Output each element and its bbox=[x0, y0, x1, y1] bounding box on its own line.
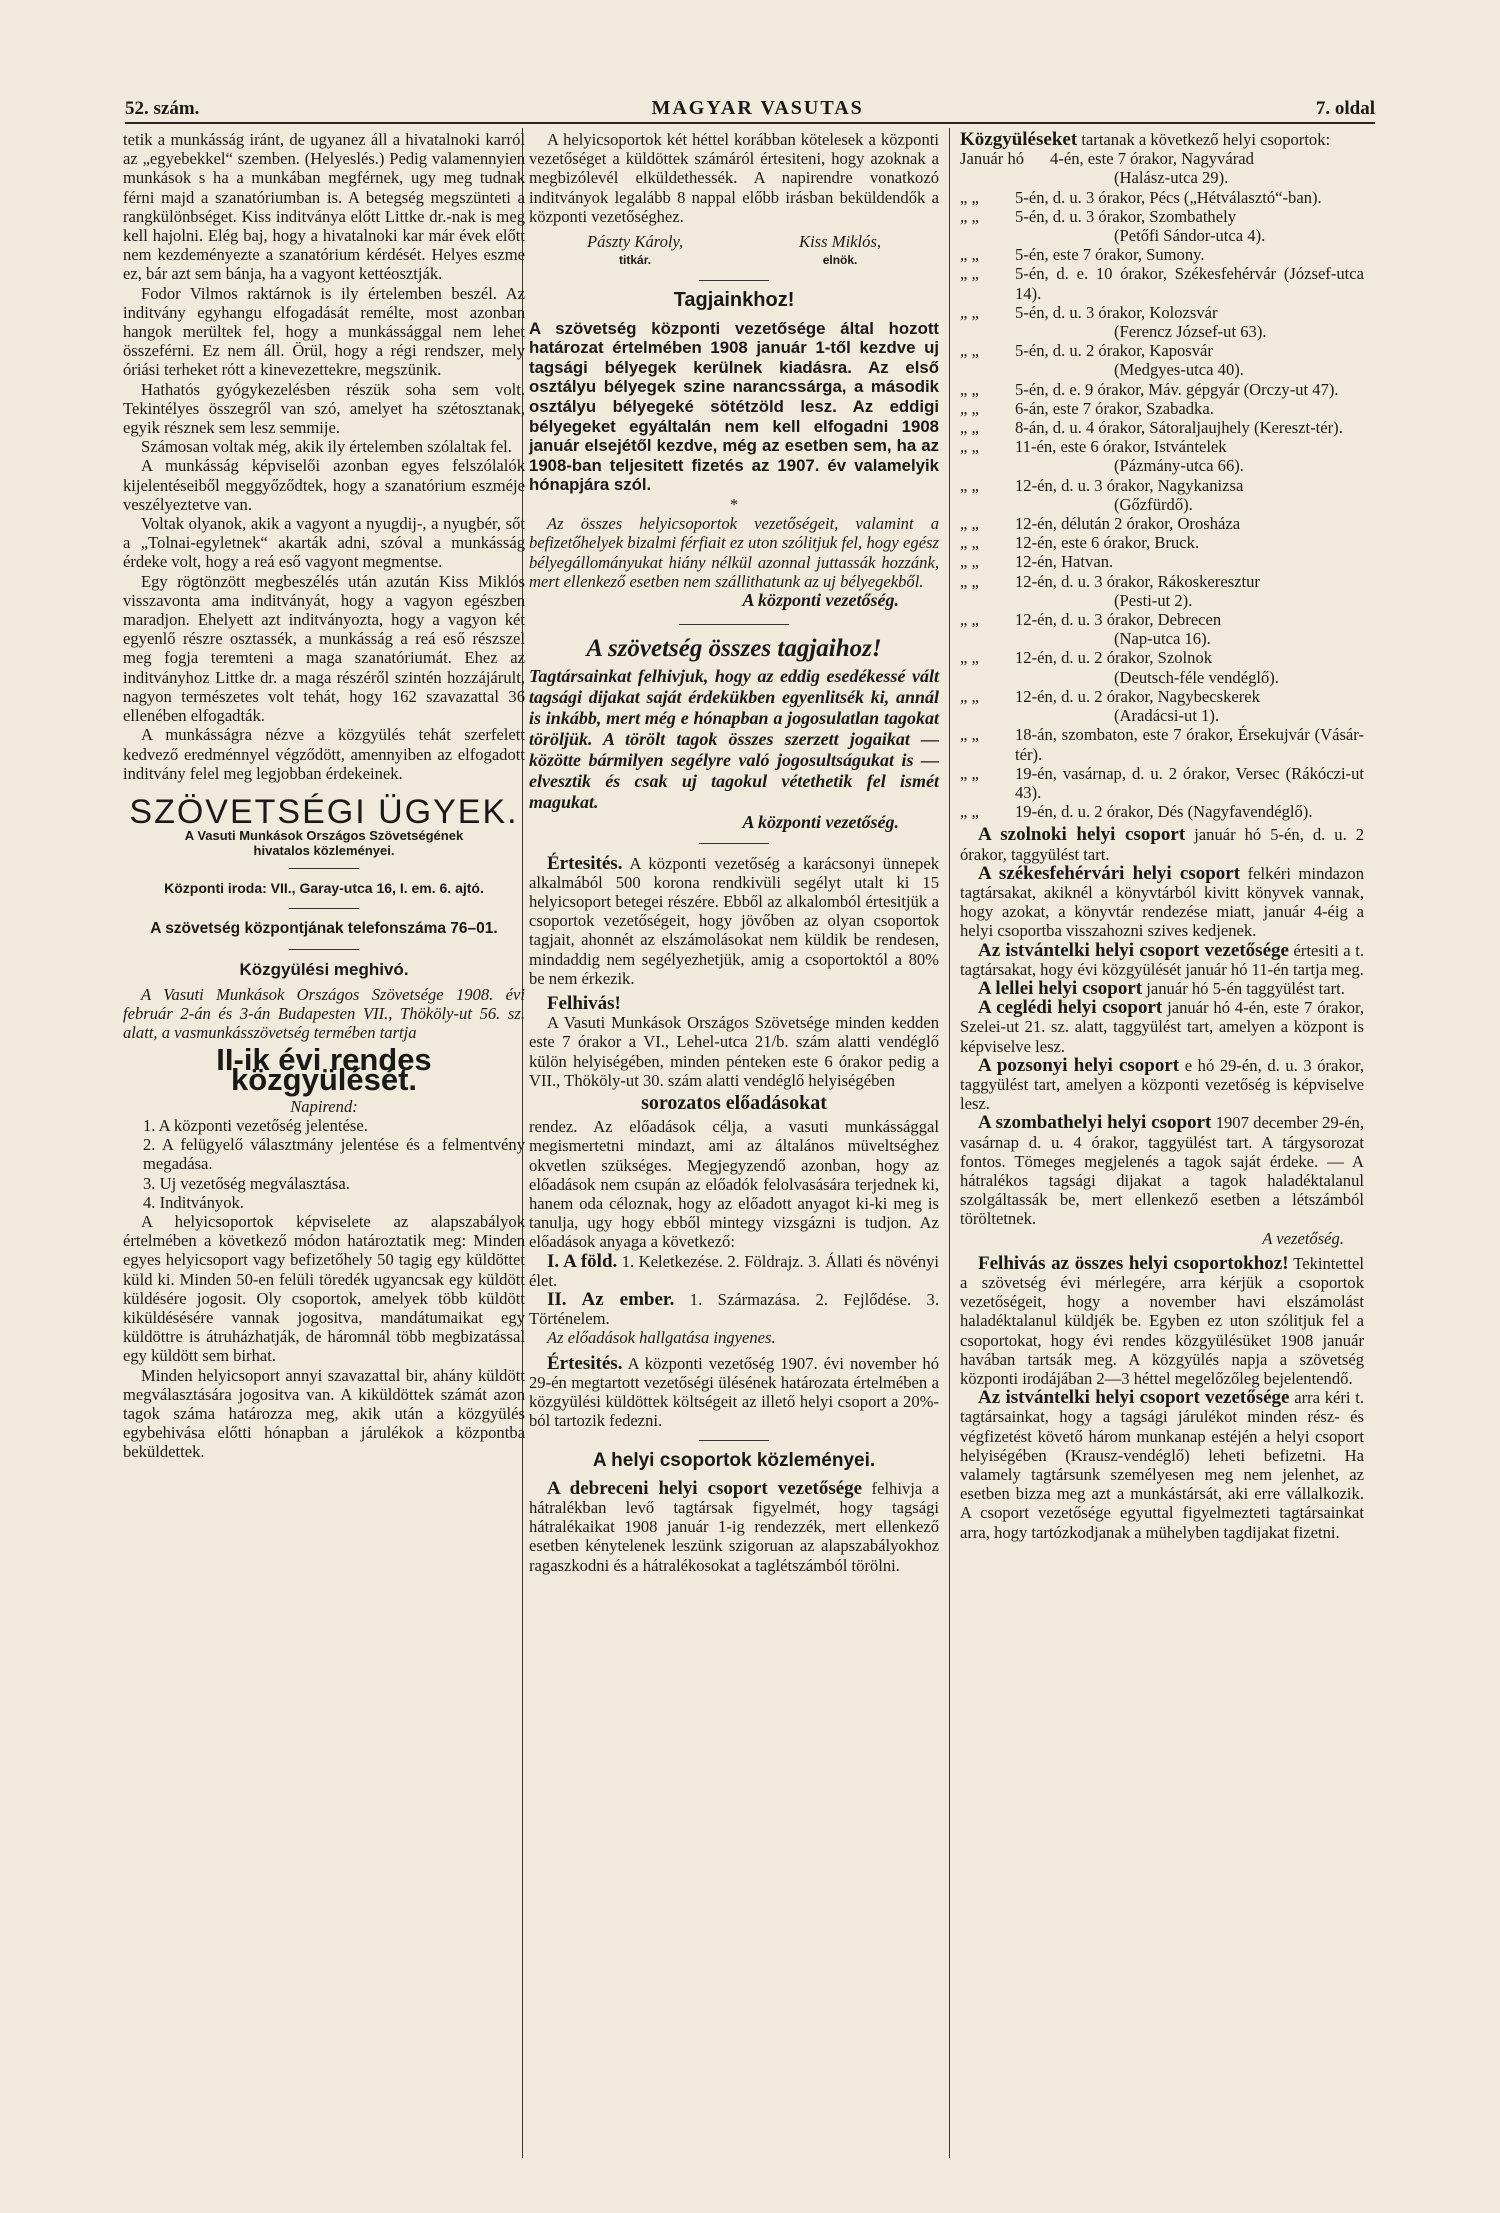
schedule-row bbox=[960, 207, 1364, 226]
paragraph: A Vasuti Munkások Országos Szövetsége minden kedden este 7 órakor a VI., Lehel-utca 21/b. szám alatti vendéglő külön helyiségében, minden pénteken este 6 órakor pedig a VII., Thököly-ut 30. szám alatti vendéglő helyiségében bbox=[529, 1013, 939, 1090]
paragraph: január hó 4-én, este 7 órakor, Szelei-ut 21. sz. alatt, taggyülést tart, amelyen a központ is képviselve lesz. bbox=[960, 998, 1364, 1056]
schedule-row bbox=[960, 303, 1364, 322]
schedule-row bbox=[960, 552, 1364, 571]
notice-title: Tagjainkhoz! bbox=[673, 289, 795, 312]
schedule-location: (Medgyes-utca 40). bbox=[1114, 360, 1244, 380]
schedule-date: „ „ bbox=[960, 648, 979, 668]
paragraph: 1907 december 29-én, vasárnap d. u. 4 órakor, taggyülést tart. A tárgysorozat fontos. Tömeges megjelenés a tagok saját érdeke. — A hátralékos tagsági dijakat a tagok haladéktalanul szolgáltassák be, mert ellenkező esetben a létszámból töröltetnek. bbox=[960, 1113, 1365, 1229]
section-title: A helyi csoportok közleményei. bbox=[592, 1450, 876, 1472]
schedule-text: 12-én, d. u. 3 órakor, Nagykanizsa bbox=[1015, 475, 1244, 495]
lead-word: A ceglédi helyi csoport bbox=[978, 997, 1163, 1019]
paragraph: A központi vezetőség a karácsonyi ünnepek alkalmából 500 korona rendkivüli segélyt utalt ki 15 helyicsoport betegei részére. Ebből az alkalomból értesitjük a csoportok vezetőségeit, hogy jövőben az olyan csoportok tagjait, ahonnét az elszámolásokat nem küldik be rendesen, mindaddig nem segélyezhetjük, amig a csoportoktól a 80% be nem érkezik. bbox=[529, 853, 939, 988]
paragraph: január hó 5-én taggyülést tart. bbox=[1146, 978, 1345, 998]
agenda-title: II-ik évi rendes közgyülését. bbox=[216, 1042, 432, 1097]
paragraph: Egy rögtönzött megbeszélés után azután Kiss Miklós visszavonta ama inditványát, hogy a vagyon egészben maradjon. Ehelyett azt inditványozta, hogy a vagyon két egyenlő részre osztassék, a munkásság a reá eső részszel meg fogja teremteni a maga szanatóriumát. Ehez az inditványhoz Littke dr. a maga részéről szintén hozzájárult, nagyon természetes volt tehát, hogy 162 szavazattal 36 ellenében elfogadták. bbox=[123, 571, 525, 726]
signatures bbox=[529, 232, 939, 270]
schedule-date: „ „ bbox=[960, 302, 979, 322]
signer-name: Kiss Miklós, bbox=[799, 232, 882, 252]
note: Az előadások hallgatása ingyenes. bbox=[547, 1328, 776, 1348]
schedule-row bbox=[960, 514, 1364, 533]
schedule-date: „ „ bbox=[960, 533, 979, 553]
schedule-date: „ „ bbox=[960, 187, 979, 207]
divider bbox=[289, 868, 359, 869]
schedule-date: „ „ bbox=[960, 763, 979, 783]
schedule-text: 12-én, d. u. 3 órakor, Rákoskeresztur bbox=[1015, 571, 1260, 591]
signature-line: A központi vezetőség. bbox=[742, 812, 899, 833]
schedule-row bbox=[960, 725, 1364, 763]
topic-text: 1. Származása. 2. Fejlődése. 3. Történelem. bbox=[529, 1290, 939, 1329]
schedule-date: „ „ bbox=[960, 686, 979, 706]
notice-italic: Az összes helyicsoportok vezetőségeit, valamint a befizetőhelyek bizalmi férfiait ez uton szólitjuk fel, hogy egész bélyegállományukat hiány nélkül azonnal juttassák hozzánk, mert ellenkező esetben nem szállithatunk az uj bélyegekből. bbox=[529, 514, 939, 591]
paragraph: rendez. Az előadások célja, a vasuti munkássággal megismertetni mindazt, ami az általános müveltséghez okvetlen szükséges. Megjegyzendő azonban, hogy az előadások nem csupán az előadók felolvasására terjednek ki, hanem oda céloznak, hogy az előadott anyagot ki-ki meg is tanulja, ugy hogy ebből mintegy vizsgázni is tudjon. Az előadások anyaga a következő: bbox=[529, 1117, 939, 1252]
signature-line: A vezetőség. bbox=[1262, 1228, 1344, 1248]
schedule-row bbox=[960, 533, 1364, 552]
schedule-date: „ „ bbox=[960, 475, 979, 495]
paragraph: A munkásságra nézve a közgyülés tehát szerfelett kedvező eredménnyel végződött, amennyiben az elfogadott inditvány felel meg legjobban érdekeinek. bbox=[123, 725, 525, 783]
signature bbox=[799, 232, 881, 270]
separator-star: * bbox=[729, 494, 739, 514]
divider bbox=[289, 949, 359, 950]
schedule-row bbox=[960, 399, 1364, 418]
paragraph: tetik a munkásság iránt, de ugyanez áll a hivatalnoki karról az „egyebekkel“ szemben. (Helyeslés.) Pedig valamennyien munkások s ha a munkában megférnek, ugy meg tudnak férni majd a szanatóriumban is. A betegség megszünteti a rangkülönbséget. Kiss inditványa előtt Littke dr.-nak is meg kell hajolni. Elég baj, hogy a hivatalnoki kar már évek előtt nem kezdeményezte a szanatórium kérdését. Helyes eszme ez, bár azt sem bánja, ha a vagyont kettéosztják. bbox=[123, 130, 525, 284]
schedule-text: 5-én, este 7 órakor, Sumony. bbox=[1015, 245, 1205, 265]
schedule-text: 12-én, d. u. 3 órakor, Debrecen bbox=[1015, 610, 1222, 630]
schedule-date: „ „ bbox=[960, 552, 979, 572]
schedule-date: „ „ bbox=[960, 437, 979, 457]
schedule-location: (Gőzfürdő). bbox=[1114, 494, 1193, 514]
paragraph: felkéri mindazon tagtársakat, akiknél a könyvtárból kivitt könyvek vannak, hogy azokat, a könyvtár rendezése miatt, január 4-éig a helyi csoportba visszahozni szives kedjenek. bbox=[960, 863, 1364, 941]
paragraph: Fodor Vilmos raktárnok is ily értelemben beszél. Az inditvány egyhangu elfogadását remélte, most azonban hangok merültek fel, hogy a munkássággal nem lehet összeférni. Ez nem áll. Örül, hogy a régi rendszer, mely óriási terheket rótt a kinevezettekre, megszünik. bbox=[123, 283, 525, 380]
section-heading: SZÖVETSÉGI ÜGYEK. bbox=[129, 792, 519, 831]
notice-title: A szövetség összes tagjaihoz! bbox=[586, 635, 882, 663]
agenda-list bbox=[123, 1116, 525, 1212]
subheading: sorozatos előadásokat bbox=[641, 1092, 827, 1115]
paragraph: A helyicsoportok két héttel korábban kötelesek a központi vezetőséget a küldöttek számáról értesiteni, hogy azoknak a megbizólevél elküldethessék. A napirendre vonatkozó inditványok legalább 8 nappal előbb irásban beküldendők a központi vezetőséghez. bbox=[529, 130, 939, 226]
lead-word: A pozsonyi helyi csoport bbox=[978, 1054, 1180, 1076]
schedule-date: „ „ bbox=[960, 245, 979, 265]
lead-word: Közgyüléseket bbox=[960, 129, 1078, 150]
schedule-row bbox=[960, 476, 1364, 495]
invite-title: Közgyülési meghivó. bbox=[239, 959, 409, 979]
paragraph: Hathatós gyógykezelésben részük soha sem volt. Tekintélyes összegről van szó, amelyet ha szétosztanak, egyik résznek sem lesz semmije. bbox=[123, 379, 525, 438]
topic-text: 1. Keletkezése. 2. Földrajz. 3. Állati és növényi élet. bbox=[529, 1251, 939, 1290]
schedule-row bbox=[960, 264, 1364, 302]
signature bbox=[587, 232, 683, 270]
lead-word: A lellei helyi csoport bbox=[978, 977, 1143, 999]
schedule-text: 19-én, d. u. 2 órakor, Dés (Nagyfavendéglő). bbox=[1015, 802, 1313, 822]
page-number: 52. szám. bbox=[125, 98, 200, 119]
page-label: 7. oldal bbox=[1315, 98, 1375, 119]
schedule-row bbox=[960, 648, 1364, 667]
schedule-text: 12-én, délután 2 órakor, Orosháza bbox=[1015, 514, 1241, 534]
column-1 bbox=[123, 130, 525, 1462]
schedule-location: (Pázmány-utca 66). bbox=[1114, 456, 1244, 476]
schedule-text: 5-én, d. u. 2 órakor, Kaposvár bbox=[1015, 341, 1213, 361]
schedule-text: 5-én, d. u. 3 órakor, Pécs („Hétválasztó“-ban). bbox=[1015, 187, 1322, 207]
schedule-row bbox=[960, 437, 1364, 456]
schedule-text: 5-én, d. u. 3 órakor, Szombathely bbox=[1015, 206, 1236, 226]
signature-line: A központi vezetőség. bbox=[742, 589, 899, 610]
lead-word: A szombathelyi helyi csoport bbox=[978, 1112, 1212, 1134]
schedule-text: 8-án, d. u. 4 órakor, Sátoraljaujhely (Kereszt-tér). bbox=[1015, 418, 1343, 438]
schedule-text: 5-én, d. e. 9 órakor, Máv. gépgyár (Orczy-ut 47). bbox=[1015, 379, 1339, 399]
schedule-text: 18-án, szombaton, este 7 órakor, Érsekujvár (Vásár-tér). bbox=[1015, 725, 1364, 764]
agenda-item: 3. Uj vezetőség megválasztása. bbox=[143, 1173, 350, 1193]
schedule-location: (Petőfi Sándor-utca 4). bbox=[1114, 226, 1266, 246]
subheading: A Vasuti Munkások Országos Szövetségének hivatalos közleményei. bbox=[184, 828, 464, 859]
schedule-row bbox=[960, 245, 1364, 264]
agenda-item: 2. A felügyelő választmány jelentése és a felmentvény megadása. bbox=[143, 1135, 525, 1174]
schedule-row bbox=[960, 188, 1364, 207]
column-3 bbox=[960, 130, 1364, 1542]
schedule-text: 12-én, este 6 órakor, Bruck. bbox=[1015, 533, 1200, 553]
phone-number: A szövetség központjának telefonszáma 76–01. bbox=[150, 920, 498, 938]
paragraph: A helyicsoportok képviselete az alapszabályok értelmében a következő módon határoztatik meg: Minden egyes helyicsoport vagy befizetőhely 50 tagig egy küldöttet küld ki. Minden 50-en felüli töredék ugyancsak egy küldött küldésére jogosit. Oly csoportok, amelyek több küldött kiküldésésére vannak jogositva, mandátumaikat egy küldöttre is átruházhatják, de háromnál több megbizatással egy küldött sem birhat. bbox=[123, 1211, 525, 1366]
paragraph: Minden helyicsoport annyi szavazattal bir, ahány küldött megválasztására jogositva van. A kiküldöttek számát azon tagok száma határozza meg, akik után a közgyülés egybehivása előtti hónapban a járulékok a központba beküldettek. bbox=[123, 1365, 525, 1462]
schedule-row bbox=[960, 764, 1364, 802]
meeting-schedule bbox=[960, 149, 1364, 821]
schedule-date: „ „ bbox=[960, 341, 979, 361]
agenda-item: 1. A központi vezetőség jelentése. bbox=[143, 1115, 368, 1135]
schedule-row bbox=[960, 802, 1364, 821]
paragraph: értesiti a t. tagtársakat, hogy évi közgyülését január hó 11-én tartja meg. bbox=[960, 940, 1364, 979]
schedule-row bbox=[960, 380, 1364, 399]
divider bbox=[699, 843, 769, 844]
column-divider bbox=[949, 128, 950, 2158]
invite-text: A Vasuti Munkások Országos Szövetsége 1908. évi február 2-án és 3-án Budapesten VII., Thököly-ut 56. sz. alatt, a vasmunkásszövetség termében tartja bbox=[123, 984, 525, 1043]
lead-word: A székesfehérvári helyi csoport bbox=[978, 862, 1241, 884]
lead-word: Felhivás! bbox=[547, 993, 621, 1015]
schedule-text: 12-én, d. u. 2 órakor, Nagybecskerek bbox=[1015, 686, 1260, 706]
lead-word: Értesités. bbox=[547, 1352, 623, 1374]
signer-role: titkár. bbox=[619, 253, 652, 268]
schedule-text: 4-én, este 7 órakor, Nagyvárad bbox=[1050, 149, 1254, 169]
schedule-text: 11-én, este 6 órakor, Istvántelek bbox=[1015, 437, 1227, 457]
schedule-date: „ „ bbox=[960, 802, 979, 822]
schedule-text: 5-én, d. e. 10 órakor, Székesfehérvár (József-utca 14). bbox=[1015, 264, 1364, 303]
schedule-location: (Deutsch-féle vendéglő). bbox=[1114, 667, 1279, 687]
lead-word: A szolnoki helyi csoport bbox=[978, 824, 1186, 846]
paragraph: tartanak a következő helyi csoportok: bbox=[1081, 130, 1331, 149]
schedule-date: „ „ bbox=[960, 398, 979, 418]
divider bbox=[679, 624, 789, 625]
lead-word: Az istvántelki helyi csoport vezetősége bbox=[978, 939, 1289, 961]
paragraph: e hó 29-én, d. u. 3 órakor, taggyülést tart, amelyen a központi vezetőség is képviselve lesz. bbox=[960, 1055, 1364, 1114]
lead-word: Felhivás az összes helyi csoportokhoz! bbox=[978, 1252, 1289, 1274]
schedule-date: Január hó bbox=[960, 149, 1025, 169]
schedule-location: (Pesti-ut 2). bbox=[1114, 590, 1193, 610]
paragraph: arra kéri t. tagtársainkat, hogy a tagsági járulékot minden rész- és végfizetést követő három munkanap estéjén a helyi csoport helyiségében (Krausz-vendéglő) leheti befizetni. Ha valamely tagtársunk személyesen meg nem jelenhet, az esetben bizza meg azt a munkástársát, aki erre vállalkozik. A csoport vezetősége egyuttal figyelmezteti tagtársainkat arra, hogy tartózkodjanak a mühelyben tagdijakat fizetni. bbox=[960, 1388, 1364, 1542]
topic-lead: I. A föld. bbox=[547, 1250, 618, 1272]
lead-word: A debreceni helyi csoport vezetősége bbox=[547, 1477, 863, 1499]
office-address: Központi iroda: VII., Garay-utca 16, I. em. 6. ajtó. bbox=[164, 880, 484, 897]
schedule-date: „ „ bbox=[960, 379, 979, 399]
lead-word: Értesités. bbox=[547, 852, 623, 874]
paragraph: A központi vezetőség 1907. évi november hó 29-én megtartott vezetőségi ülésének határozata értelmében a közgyülési küldöttek költségeit az illető helyi csoport a 20%-ból tartozik fedezni. bbox=[529, 1353, 940, 1431]
page-header bbox=[125, 88, 1375, 124]
schedule-date: „ „ bbox=[960, 264, 979, 284]
paragraph: felhivja a hátralékban levő tagtársak figyelmét, hogy tagsági hátralékaikat 1908 január 1-ig rendezzék, mert ellenkező esetben kénytelenek leszünk szigoruan az alapszabályokhoz ragaszkodni és a hátralékosokat a taglétszámból törölni. bbox=[529, 1478, 940, 1575]
schedule-row bbox=[960, 418, 1364, 437]
schedule-text: 12-én, d. u. 2 órakor, Szolnok bbox=[1015, 648, 1213, 668]
schedule-date: „ „ bbox=[960, 514, 979, 534]
notice-text: A szövetség központi vezetősége által hozott határozat értelmében 1908 január 1-től kezdve uj tagsági bélyegek kerülnek kiadásra. Az első osztályu bélyegek szine narancssárga, a második osztályu bélyegeké sötétzöld lesz. Az eddigi bélyegeket egyáltalán nem kell elfogadni 1908 január elsejétől kezdve, még az esetben sem, ha az 1908-ban teljesitett fizetés az 1907. év valamelyik hónapjára szól. bbox=[529, 318, 939, 495]
schedule-date: „ „ bbox=[960, 725, 979, 745]
schedule-date: „ „ bbox=[960, 571, 979, 591]
divider bbox=[289, 908, 359, 909]
signer-name: Pászty Károly, bbox=[586, 232, 684, 252]
agenda-item: 4. Inditványok. bbox=[143, 1192, 244, 1212]
topic-lead: II. Az ember. bbox=[547, 1289, 675, 1311]
schedule-date: „ „ bbox=[960, 418, 979, 438]
schedule-row bbox=[960, 572, 1364, 591]
schedule-location: (Halász-utca 29). bbox=[1114, 168, 1229, 188]
schedule-row bbox=[960, 341, 1364, 360]
divider bbox=[699, 1440, 769, 1441]
schedule-text: 6-án, este 7 órakor, Szabadka. bbox=[1015, 398, 1214, 418]
divider bbox=[699, 280, 769, 281]
schedule-text: 12-én, Hatvan. bbox=[1015, 552, 1114, 572]
paragraph: A munkásság képviselői azonban egyes felszólalók kijelentéseiből meggyőződtek, hogy a szanatórium eszméje veszélyeztetve van. bbox=[123, 456, 525, 514]
schedule-text: 5-én, d. u. 3 órakor, Kolozsvár bbox=[1015, 302, 1218, 322]
agenda-label: Napirend: bbox=[290, 1096, 358, 1116]
paragraph: Tekintettel a szövetség évi mérlegére, arra kérjük a csoportok vezetőségeit, hogy a november havi elszámolást haladéktalanul küldjék be. Egyben ez uton szólitjuk fel a csoportokat, hogy évi rendes közgyülésüket 1908 január havában tartsák meg. A közgyülés napja a szövetség központi irodájában 2—3 héttel megelőzőleg bejelentendő. bbox=[960, 1253, 1364, 1388]
schedule-row bbox=[960, 149, 1364, 168]
schedule-date: „ „ bbox=[960, 206, 979, 226]
schedule-row bbox=[960, 610, 1364, 629]
schedule-row bbox=[960, 687, 1364, 706]
column-2 bbox=[529, 130, 939, 1575]
schedule-location: (Nap-utca 16). bbox=[1114, 629, 1211, 649]
newspaper-title: MAGYAR VASUTAS bbox=[651, 97, 864, 119]
lead-word: Az istvántelki helyi csoport vezetősége bbox=[978, 1387, 1290, 1409]
schedule-location: (Aradácsi-ut 1). bbox=[1114, 706, 1220, 726]
schedule-date: „ „ bbox=[960, 610, 979, 630]
notice-text: Tagtársainkat felhivjuk, hogy az eddig esedékessé vált tagsági dijakat saját érdekükben egyenlitsék ki, annál is inkább, mert még e hónapban a jogosulatlan tagokat töröljük. A törölt tagok összes szerzett jogaikat — közötte bármilyen segélyre való jogosultságukat is — elvesztik és csak uj tagokul vétethetik fel ismét magukat. bbox=[529, 666, 939, 813]
signer-role: elnök. bbox=[822, 253, 858, 268]
paragraph: Számosan voltak még, akik ily értelemben szólaltak fel. bbox=[141, 437, 512, 457]
paragraph: január hó 5-én, d. u. 2 órakor, taggyülést tart. bbox=[960, 825, 1365, 864]
schedule-text: 19-én, vasárnap, d. u. 2 órakor, Versec (Rákóczi-ut 43). bbox=[1015, 763, 1364, 802]
schedule-location: (Ferencz József-ut 63). bbox=[1114, 322, 1267, 342]
paragraph: Voltak olyanok, akik a vagyont a nyugdij-, a nyugbér, sőt a „Tolnai-egyletnek“ akarták adni, szóval a munkásság érdeke volt, hogy a reá eső vagyont megmentse. bbox=[123, 514, 525, 572]
